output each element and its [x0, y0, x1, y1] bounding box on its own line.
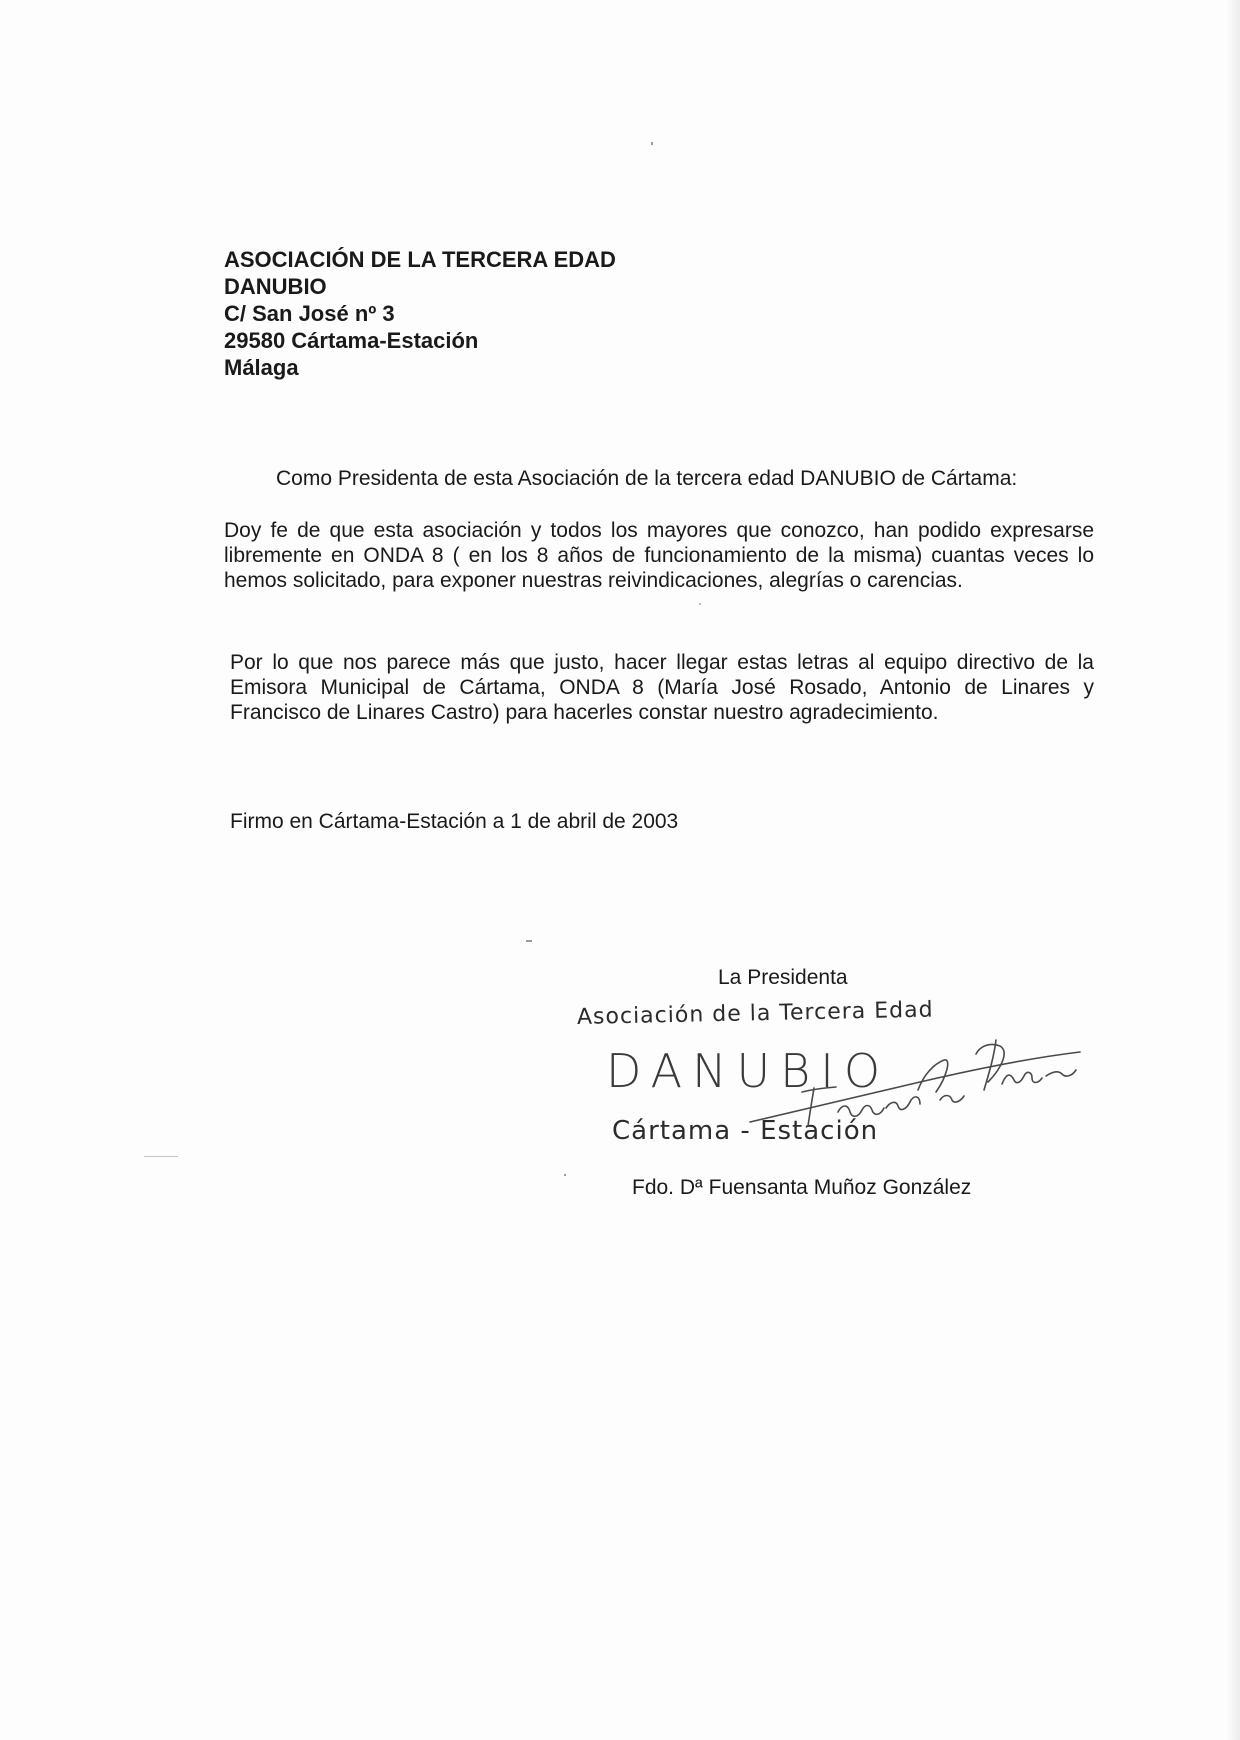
stamp-association-line: Asociación de la Tercera Edad: [576, 997, 934, 1030]
sender-address-block: [224, 246, 924, 381]
signer-role: La Presidenta: [718, 966, 848, 989]
signer-name: Fdo. Dª Fuensanta Muñoz González: [632, 1176, 972, 1199]
closing-line: Firmo en Cártama-Estación a 1 de abril de 2003: [230, 810, 679, 833]
intro-line: Como Presidenta de esta Asociación de la tercera edad DANUBIO de Cártama:: [276, 467, 1018, 490]
street-address: C/ San José nº 3: [224, 301, 395, 326]
organization-name: ASOCIACIÓN DE LA TERCERA EDAD: [224, 247, 616, 272]
body-paragraph-1: Doy fe de que esta asociación y todos los mayores que conozco, han podido expresarse libremente en ONDA 8 ( en los 8 años de funcionamiento de la misma) cuantas veces lo hemos solicitado, para exponer nuestras reivindicaciones, alegrías o carencias.: [224, 519, 1094, 592]
handwritten-signature-icon: [740, 1030, 1100, 1150]
scan-speck: [651, 142, 653, 145]
organization-name-2: DANUBIO: [224, 274, 327, 299]
scan-speck: [699, 603, 701, 605]
scan-speck: [526, 940, 532, 942]
scan-speck: [144, 1156, 178, 1157]
body-paragraph-2: Por lo que nos parece más que justo, hacer llegar estas letras al equipo directivo de la Emisora Municipal de Cártama, ONDA 8 (María José Rosado, Antonio de Linares y Francisco de Linares Castro) para hacerles constar nuestro agradecimiento.: [230, 651, 1094, 724]
postal-city: 29580 Cártama-Estación: [224, 328, 479, 353]
scan-speck: [564, 1174, 566, 1176]
province: Málaga: [224, 355, 299, 380]
scan-edge-shadow: [1224, 0, 1240, 1740]
stamp-danubio-line: DANUBIO: [606, 1044, 891, 1098]
stamp-location-line: Cártama - Estación: [612, 1116, 879, 1146]
